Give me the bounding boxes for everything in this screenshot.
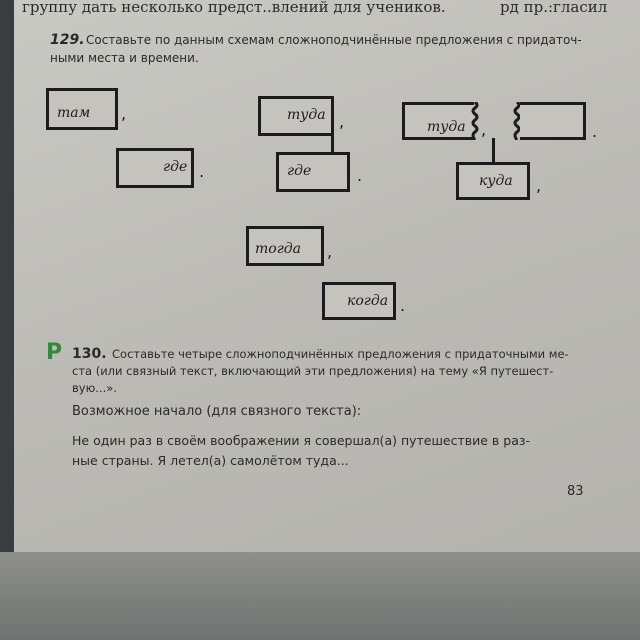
scheme4-period: .	[400, 296, 406, 315]
ex130-number: 130.	[72, 346, 107, 362]
scheme3-left-box	[402, 102, 474, 140]
scheme2-period: .	[357, 166, 363, 185]
scheme1-sub-box	[116, 148, 194, 188]
ex129-line2: ными места и времени.	[50, 51, 199, 65]
scheme4-sub-box	[322, 282, 396, 320]
ex130-line3: вую...».	[72, 381, 117, 395]
scheme4-main-word: тогда	[255, 241, 301, 257]
scheme2-main-word: туда	[287, 107, 326, 123]
scheme1-main-word: там	[57, 105, 91, 121]
scheme2-comma: ,	[339, 112, 345, 131]
ex129-number: 129.	[50, 32, 85, 48]
page-number: 83	[567, 484, 584, 499]
ex129-line1: Составьте по данным схемам сложноподчинённые предложения с придаточ-	[86, 33, 582, 47]
scheme1-main-box	[46, 88, 118, 130]
scheme3-connector	[492, 138, 495, 164]
ex130-start-line2: ные страны. Я летел(а) самолётом туда...	[72, 453, 349, 468]
table-surface	[0, 552, 640, 640]
scheme1-sub-word: где	[163, 159, 188, 175]
scheme3-period: .	[592, 122, 598, 141]
scheme4-sub-word: когда	[347, 293, 389, 309]
scheme3-main-word: туда	[427, 119, 466, 135]
scheme3-left-wavy-edge	[470, 102, 480, 140]
scheme3-sub-word: куда	[479, 173, 513, 189]
scheme2-sub-word: где	[287, 163, 312, 179]
scheme3-comma-inner: ,	[481, 120, 487, 139]
ex130-start-line1: Не один раз в своём воображении я совершал(а) путешествие в раз-	[72, 433, 531, 448]
scheme2-connector	[331, 134, 334, 154]
scheme4-comma: ,	[327, 242, 333, 261]
top-right-fragment: рд пр.:гласил	[500, 0, 608, 16]
scheme3-right-box	[520, 102, 586, 140]
ex130-line1: Составьте четыре сложноподчинённых предложения с придаточными ме-	[112, 347, 569, 361]
ex130-line2: ста (или связный текст, включающий эти предложения) на тему «Я путешест-	[72, 364, 554, 378]
ex130-badge: Р	[46, 340, 63, 365]
scheme3-sub-box	[456, 162, 530, 200]
scheme3-comma-outer: ,	[536, 176, 542, 195]
scheme1-comma: ,	[121, 104, 127, 123]
scheme4-main-box	[246, 226, 324, 266]
scheme2-sub-box	[276, 152, 350, 192]
textbook-page	[14, 0, 640, 552]
top-cut-line: группу дать несколько предст..влений для учеников.	[22, 0, 446, 16]
scheme1-period: .	[199, 162, 205, 181]
scheme2-main-box	[258, 96, 334, 136]
ex130-hint-label: Возможное начало (для связного текста):	[72, 404, 362, 419]
